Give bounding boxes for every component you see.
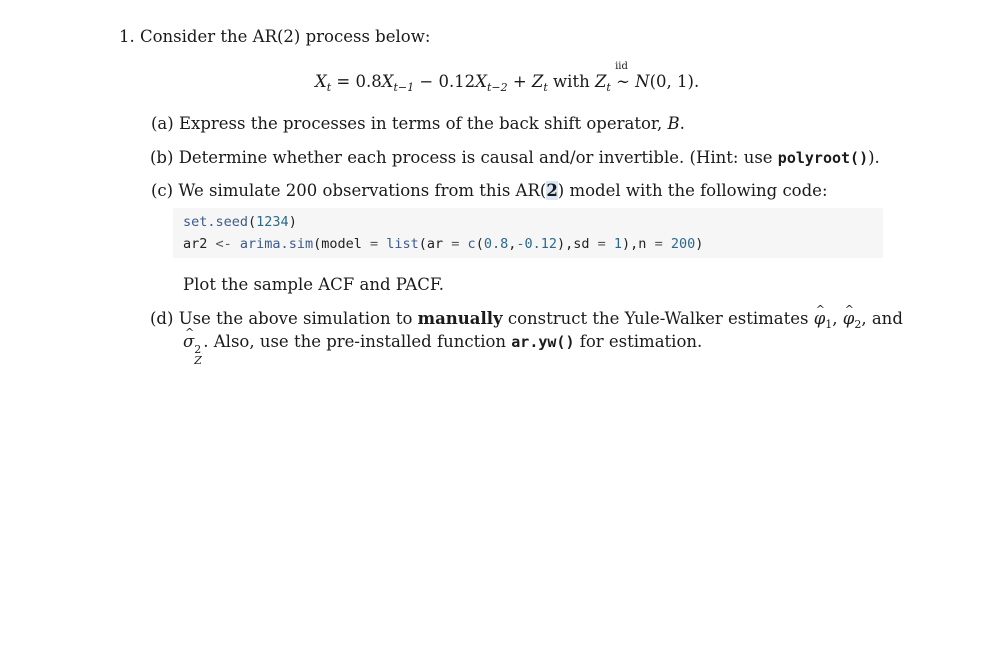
part-d-text3: . Also, use the pre-installed function [203,332,512,351]
code-arg: (ar [418,236,452,252]
code-num: 1 [605,236,623,252]
sigma-sub: Z [194,354,202,367]
eq-x2: X [475,72,487,91]
code-paren: ) [288,214,297,230]
part-d-text2: construct the Yule-Walker estimates [502,309,814,328]
part-c [151,180,828,202]
part-c-after: Plot the sample ACF and PACF. [183,275,445,294]
code-fn-setseed: set.seed [183,214,249,230]
part-b-label: (b) [150,148,174,167]
code-line-1 [183,212,297,232]
tilde-symbol: ∼ [616,72,630,91]
problem-intro: Consider the AR(2) process below: [140,27,431,46]
code-eq: = [451,236,460,252]
part-b-text: Determine whether each process is causal and/or invertible. (Hint: use [178,148,778,167]
iid-tilde [615,61,630,91]
phi-hat-1: ^ φ [814,308,826,330]
eq-with: with [547,72,595,91]
eq-coef1: = 0.8 [331,72,382,91]
part-c-text-post: ) model with the following code: [557,181,828,200]
part-b-end: ). [868,148,880,167]
eq-dist: N [635,72,650,91]
eq-z2-sub: t [606,81,611,94]
part-d-and: , and [861,309,903,328]
eq-x2-sub: t−2 [486,81,508,94]
code-eq: = [369,236,379,252]
code-seed-value: 1234 [256,214,289,230]
code-fn-arimasim: arima.sim [239,236,314,252]
code-arg: ),n [622,236,655,252]
part-b [150,147,880,169]
code-num: -0.12 [516,236,557,252]
eq-z2: Z [594,72,607,91]
problem-heading [119,26,430,48]
eq-plus: + [507,72,532,91]
part-d-bold: manually [417,309,503,328]
eq-x1-sub: t−1 [393,81,415,94]
part-d-comma: , [832,309,843,328]
polyroot-code: polyroot() [777,149,869,167]
code-eq: = [654,236,663,252]
eq-dist-args: (0, 1). [649,72,700,91]
code-var: ar2 [183,236,216,252]
part-d-text1: Use the above simulation to [178,309,418,328]
code-space [232,236,240,252]
code-fn-list: list [378,236,419,252]
part-c-text-pre: We simulate 200 observations from this AR( [178,181,547,200]
part-d-line2 [183,331,703,367]
part-a-B: B [667,114,680,133]
eq-coef2: − 0.12 [414,72,476,91]
iid-label: iid [615,61,628,72]
part-a-label: (a) [151,114,174,133]
part-c-number: 2 [546,181,558,200]
ar2-equation [315,61,700,94]
sigma-sup: 2 [194,343,202,356]
code-paren: ( [475,236,484,252]
code-block [173,208,883,258]
phi2-sub: 2 [854,318,862,331]
eq-lhs: X [315,72,327,91]
eq-lhs-sub: t [326,81,332,94]
code-line-2 [183,234,703,254]
code-arg: (model [313,236,370,252]
eq-x1: X [381,72,394,91]
part-a [151,113,685,135]
code-arg: ),sd [557,236,598,252]
code-eq: = [597,236,606,252]
code-assign: <- [215,236,232,252]
code-paren: ) [695,236,704,252]
part-a-text: Express the processes in terms of the back shift operator, [178,114,668,133]
phi-hat-2: ^ φ [843,308,855,330]
sigma-hat: ^ σ [183,331,194,353]
problem-number: 1. [119,27,135,46]
code-num: 0.8 [483,236,509,252]
code-paren: ( [248,214,257,230]
code-fn-c: c [459,236,476,252]
part-a-end: . [679,114,685,133]
eq-z: Z [531,72,544,91]
part-d-label: (d) [150,309,174,328]
part-c-label: (c) [151,181,174,200]
aryw-code: ar.yw() [511,333,575,351]
part-d-text4: for estimation. [574,332,703,351]
code-comma: , [508,236,517,252]
code-num: 200 [662,236,696,252]
eq-z-sub: t [543,81,548,94]
phi1-sub: 1 [825,318,833,331]
